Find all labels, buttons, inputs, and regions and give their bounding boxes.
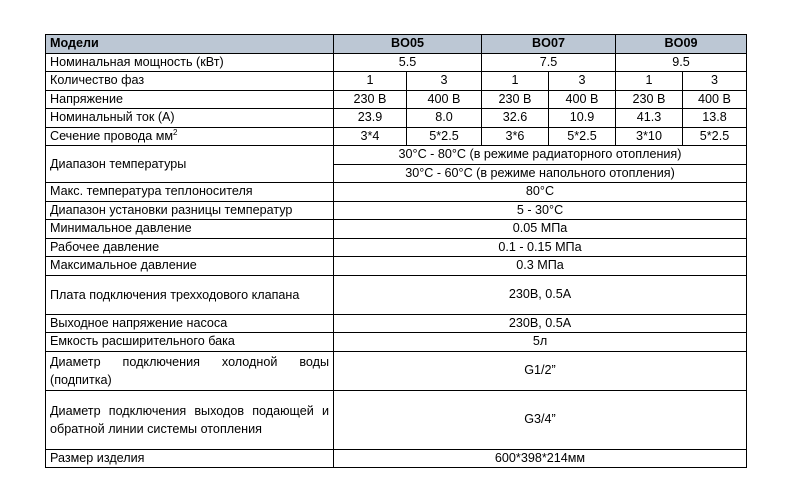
header-label: Модели xyxy=(46,35,334,54)
row-label xyxy=(46,127,334,146)
cell-value: 3 xyxy=(683,72,747,91)
current-row xyxy=(46,109,747,128)
cell-value: 30°C - 80°C (в режиме радиаторного отопления) xyxy=(334,146,747,165)
cell-value: 80°C xyxy=(334,183,747,202)
max-pressure-row xyxy=(46,257,747,276)
row-label: Макс. температура теплоносителя xyxy=(46,183,334,202)
row-label: Максимальное давление xyxy=(46,257,334,276)
model-bo05: BO05 xyxy=(334,35,482,54)
cell-value: 230 В xyxy=(334,90,407,109)
cold-water-row xyxy=(46,351,747,390)
size-row xyxy=(46,449,747,468)
cell-value: G1/2” xyxy=(334,351,747,390)
cell-value: 5*2.5 xyxy=(407,127,482,146)
row-label: Диаметр подключения холодной воды (подпитка) xyxy=(46,351,334,390)
valve-board-row xyxy=(46,275,747,314)
heating-connection-row xyxy=(46,390,747,449)
row-label: Диаметр подключения выходов подающей и обратной линии системы отопления xyxy=(46,390,334,449)
cell-value: 3 xyxy=(407,72,482,91)
temp-diff-row xyxy=(46,201,747,220)
voltage-row xyxy=(46,90,747,109)
max-temp-row xyxy=(46,183,747,202)
cell-value: 7.5 xyxy=(482,53,616,72)
cell-value: 1 xyxy=(616,72,683,91)
wire-label-text: Сечение провода мм xyxy=(50,128,174,143)
cell-value: 32.6 xyxy=(482,109,549,128)
cell-value: 5*2.5 xyxy=(549,127,616,146)
cell-value: 400 В xyxy=(407,90,482,109)
cell-value: 230В, 0.5А xyxy=(334,275,747,314)
cell-value: 230 В xyxy=(482,90,549,109)
cell-value: 8.0 xyxy=(407,109,482,128)
spec-table xyxy=(45,34,747,468)
cell-value: 400 В xyxy=(549,90,616,109)
cell-value: 400 В xyxy=(683,90,747,109)
model-bo07: BO07 xyxy=(482,35,616,54)
cell-value: 13.8 xyxy=(683,109,747,128)
cell-value: 41.3 xyxy=(616,109,683,128)
row-label: Напряжение xyxy=(46,90,334,109)
row-label: Размер изделия xyxy=(46,449,334,468)
cell-value: 1 xyxy=(334,72,407,91)
row-label: Номинальная мощность (кВт) xyxy=(46,53,334,72)
cell-value: 0.05 МПа xyxy=(334,220,747,239)
cell-value: 3*10 xyxy=(616,127,683,146)
min-pressure-row xyxy=(46,220,747,239)
model-bo09: BO09 xyxy=(616,35,747,54)
cell-value: 0.1 - 0.15 МПа xyxy=(334,238,747,257)
wire-label-sup: 2 xyxy=(173,127,178,137)
power-row xyxy=(46,53,747,72)
cell-value: 10.9 xyxy=(549,109,616,128)
row-label: Диапазон установки разницы температур xyxy=(46,201,334,220)
cell-value: G3/4” xyxy=(334,390,747,449)
cell-value: 600*398*214мм xyxy=(334,449,747,468)
row-label: Количество фаз xyxy=(46,72,334,91)
row-label: Диапазон температуры xyxy=(46,146,334,183)
cell-value: 9.5 xyxy=(616,53,747,72)
temp-range-row xyxy=(46,146,747,165)
cell-value: 1 xyxy=(482,72,549,91)
row-label: Рабочее давление xyxy=(46,238,334,257)
row-label: Плата подключения трехходового клапана xyxy=(46,275,334,314)
cell-value: 5.5 xyxy=(334,53,482,72)
cell-value: 3*6 xyxy=(482,127,549,146)
cell-value: 30°C - 60°C (в режиме напольного отопления) xyxy=(334,164,747,183)
cell-value: 5л xyxy=(334,333,747,352)
header-row xyxy=(46,35,747,54)
pump-voltage-row xyxy=(46,314,747,333)
cell-value: 230 В xyxy=(616,90,683,109)
cell-value: 3 xyxy=(549,72,616,91)
cell-value: 5 - 30°C xyxy=(334,201,747,220)
row-label: Минимальное давление xyxy=(46,220,334,239)
wire-row xyxy=(46,127,747,146)
cell-value: 23.9 xyxy=(334,109,407,128)
tank-volume-row xyxy=(46,333,747,352)
row-label: Емкость расширительного бака xyxy=(46,333,334,352)
row-label: Выходное напряжение насоса xyxy=(46,314,334,333)
cell-value: 3*4 xyxy=(334,127,407,146)
work-pressure-row xyxy=(46,238,747,257)
cell-value: 0.3 МПа xyxy=(334,257,747,276)
phases-row xyxy=(46,72,747,91)
row-label: Номинальный ток (А) xyxy=(46,109,334,128)
cell-value: 230В, 0.5А xyxy=(334,314,747,333)
cell-value: 5*2.5 xyxy=(683,127,747,146)
